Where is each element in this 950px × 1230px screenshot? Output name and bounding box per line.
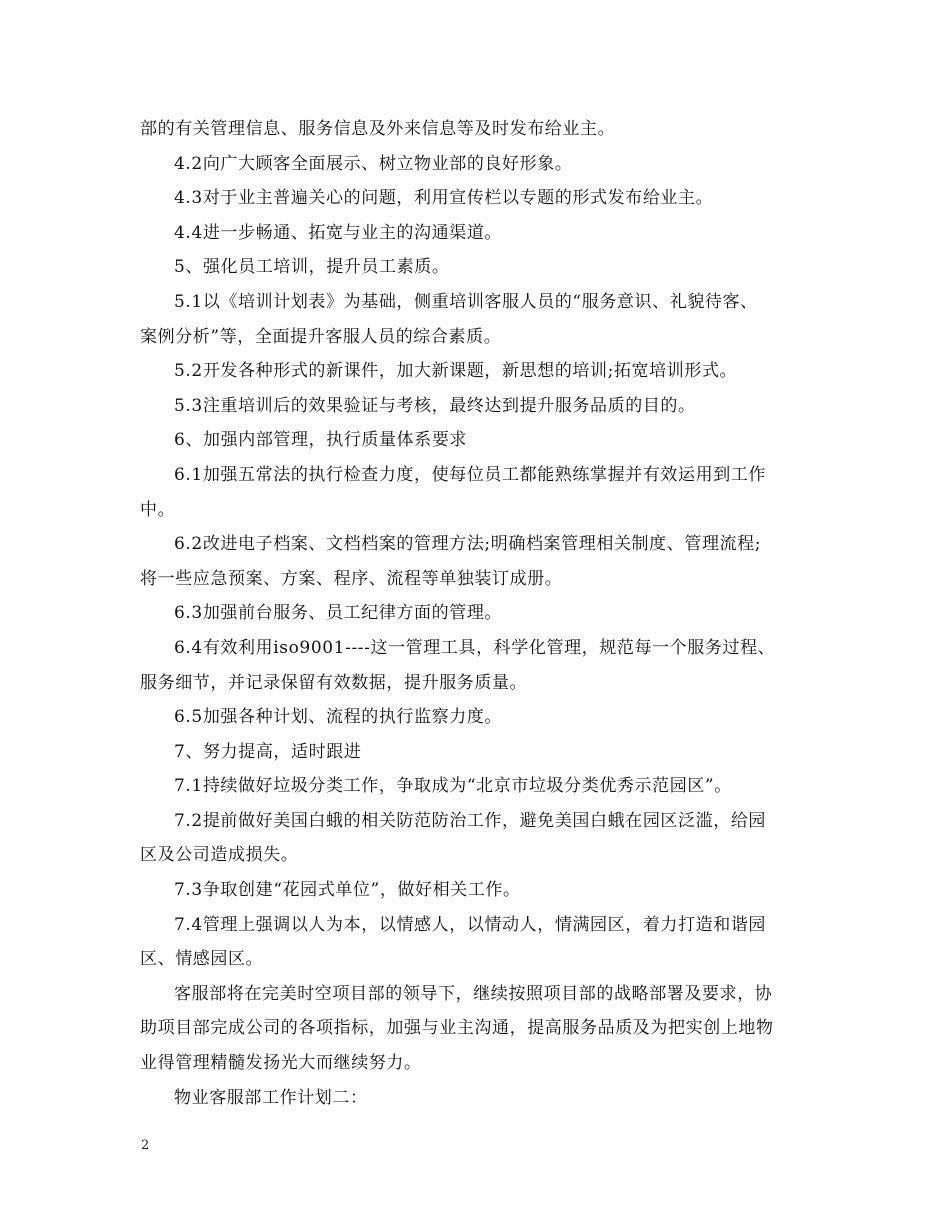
text-line: 7.3争取创建“花园式单位”，做好相关工作。 [174, 880, 521, 901]
page-number: 2 [141, 1138, 150, 1153]
section-heading: 7、努力提高，适时跟进 [174, 741, 362, 762]
text-line: 5.1以《培训计划表》为基础，侧重培训客服人员的“服务意识、礼貌待客、 [174, 291, 758, 312]
text-line: 6.2改进电子档案、文档档案的管理方法;明确档案管理相关制度、管理流程; [174, 534, 762, 555]
text-line: 客服部将在完美时空项目部的领导下，继续按照项目部的战略部署及要求，协 [174, 983, 773, 1004]
text-line: 4.3对于业主普遍关心的问题，利用宣传栏以专题的形式发布给业主。 [174, 188, 714, 209]
text-line: 6.4有效利用iso9001----这一管理工具，科学化管理，规范每一个服务过程、 [174, 637, 776, 658]
text-line: 5.2开发各种形式的新课件，加大新课题，新思想的培训;拓宽培训形式。 [174, 361, 738, 382]
text-line: 区及公司造成损失。 [140, 845, 299, 866]
text-line: 业得管理精髓发扬光大而继续努力。 [140, 1053, 422, 1074]
text-line: 中。 [140, 499, 176, 520]
text-line: 6.1加强五常法的执行检查力度，使每位员工都能熟练掌握并有效运用到工作 [174, 464, 767, 485]
text-line: 部的有关管理信息、服务信息及外来信息等及时发布给业主。 [140, 119, 616, 139]
section-heading: 5、强化员工培训，提升员工素质。 [174, 257, 450, 278]
text-line: 7.4管理上强调以人为本，以情感人，以情动人，情满园区，着力打造和谐园 [174, 914, 767, 935]
text-line: 4.2向广大顾客全面展示、树立物业部的良好形象。 [174, 153, 573, 174]
text-line: 4.4进一步畅通、拓宽与业主的沟通渠道。 [174, 222, 503, 243]
text-line: 6.5加强各种计划、流程的执行监察力度。 [174, 707, 503, 728]
text-line: 7.2提前做好美国白蛾的相关防范防治工作，避免美国白蛾在园区泛滥，给园 [174, 810, 767, 831]
text-line: 服务细节，并记录保留有效数据，提升服务质量。 [140, 672, 528, 693]
text-line: 6.3加强前台服务、员工纪律方面的管理。 [174, 603, 503, 624]
text-line: 案例分析”等，全面提升客服人员的综合素质。 [140, 326, 502, 347]
text-line: 将一些应急预案、方案、程序、流程等单独装订成册。 [140, 568, 563, 589]
text-line: 助项目部完成公司的各项指标，加强与业主沟通，提高服务品质及为把实创上地物 [140, 1018, 774, 1039]
section-heading: 物业客服部工作计划二： [174, 1087, 368, 1108]
section-heading: 6、加强内部管理，执行质量体系要求 [174, 430, 468, 451]
body-text [140, 112, 830, 1115]
text-line: 5.3注重培训后的效果验证与考核，最终达到提升服务品质的目的。 [174, 395, 696, 416]
text-line: 7.1持续做好垃圾分类工作，争取成为“北京市垃圾分类优秀示范园区”。 [174, 776, 732, 797]
text-line: 区、情感园区。 [140, 949, 264, 970]
